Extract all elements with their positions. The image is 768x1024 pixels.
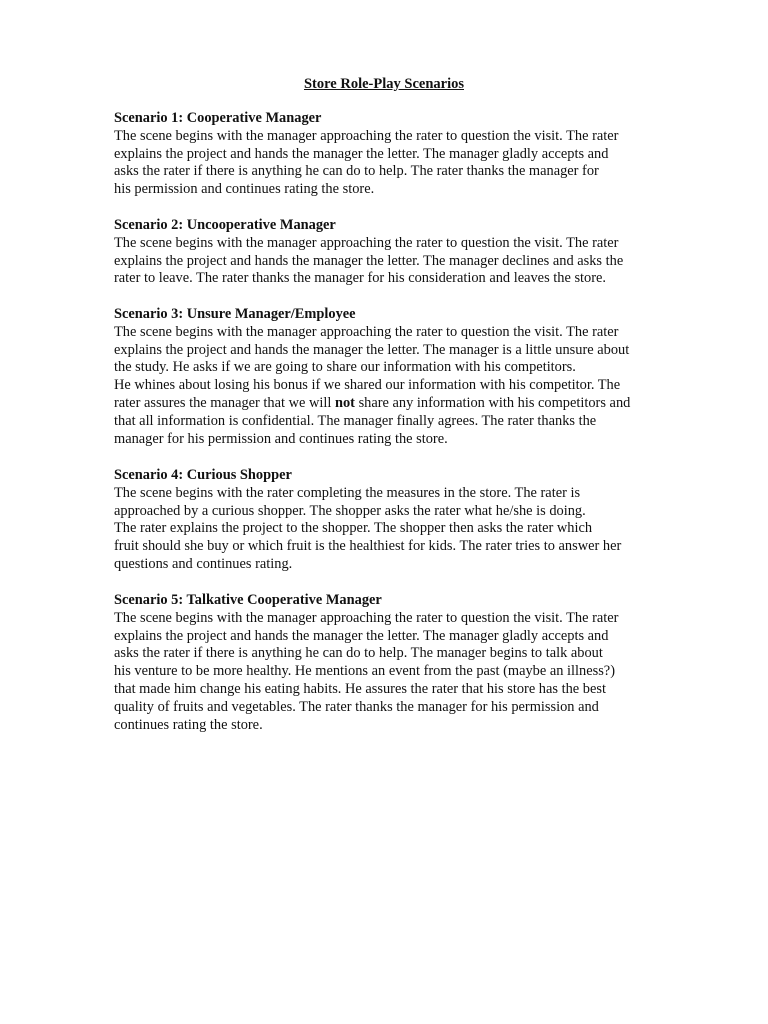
scenario-5-line-2: explains the project and hands the manager the letter. The manager gladly accepts and (114, 627, 609, 644)
scenario-5-line-7: continues rating the store. (114, 716, 263, 733)
scenario-3-line-2: explains the project and hands the manager the letter. The manager is a little unsure about (114, 341, 630, 358)
scenario-1-line-1: The scene begins with the manager approaching the rater to question the visit. The rater (114, 127, 619, 144)
scenario-1-line-4: his permission and continues rating the store. (114, 181, 375, 198)
scenario-4-heading: Scenario 4: Curious Shopper (114, 467, 292, 483)
scenario-1 (114, 110, 674, 199)
scenario-3-line-5-bold: not (334, 394, 355, 411)
scenario-5-line-3: asks the rater if there is anything he can do to help. The manager begins to talk about (114, 645, 603, 662)
scenario-5-line-1: The scene begins with the manager approaching the rater to question the visit. The rater (114, 609, 619, 626)
scenario-3-line-5-after: share any information with his competitors and (354, 394, 631, 411)
scenario-3-line-4: He whines about losing his bonus if we shared our information with his competitor. The (114, 377, 621, 394)
scenario-3-line-5 (114, 395, 674, 413)
scenario-2-heading: Scenario 2: Uncooperative Manager (114, 217, 336, 233)
scenario-3 (114, 306, 674, 448)
scenario-4-line-5: questions and continues rating. (114, 555, 293, 572)
scenario-3-line-7: manager for his permission and continues rating the store. (114, 430, 448, 447)
scenario-2-line-2: explains the project and hands the manager the letter. The manager declines and asks the (114, 252, 624, 269)
scenario-3-line-5-before: rater assures the manager that we will (114, 394, 335, 411)
scenario-5-line-4: his venture to be more healthy. He mentions an event from the past (maybe an illness?) (114, 663, 615, 680)
scenario-4-line-4: fruit should she buy or which fruit is the healthiest for kids. The rater tries to answer her (114, 538, 622, 555)
scenario-1-heading: Scenario 1: Cooperative Manager (114, 110, 322, 126)
scenario-2 (114, 217, 674, 288)
scenario-3-line-6: that all information is confidential. The manager finally agrees. The rater thanks the (114, 412, 597, 429)
scenario-4-line-1: The scene begins with the rater completing the measures in the store. The rater is (114, 484, 581, 501)
scenario-5-heading: Scenario 5: Talkative Cooperative Manager (114, 592, 382, 608)
scenario-5 (114, 592, 674, 734)
scenario-5-line-5: that made him change his eating habits. He assures the rater that his store has the best (114, 680, 606, 697)
scenario-1-line-3: asks the rater if there is anything he can do to help. The rater thanks the manager for (114, 163, 599, 180)
scenario-4-line-3: The rater explains the project to the shopper. The shopper then asks the rater which (114, 520, 593, 537)
document-title: Store Role-Play Scenarios (303, 76, 464, 92)
scenario-2-line-3: rater to leave. The rater thanks the manager for his consideration and leaves the store. (114, 270, 607, 287)
scenario-5-line-6: quality of fruits and vegetables. The rater thanks the manager for his permission and (114, 698, 599, 715)
scenario-4-line-2: approached by a curious shopper. The shopper asks the rater what he/she is doing. (114, 502, 586, 519)
scenario-2-line-1: The scene begins with the manager approaching the rater to question the visit. The rater (114, 234, 619, 251)
scenario-3-line-3: the study. He asks if we are going to share our information with his competitors. (114, 359, 576, 376)
scenario-1-line-2: explains the project and hands the manager the letter. The manager gladly accepts and (114, 145, 609, 162)
scenario-4 (114, 467, 674, 574)
scenario-3-line-1: The scene begins with the manager approaching the rater to question the visit. The rater (114, 323, 619, 340)
scenario-3-heading: Scenario 3: Unsure Manager/Employee (114, 306, 356, 322)
